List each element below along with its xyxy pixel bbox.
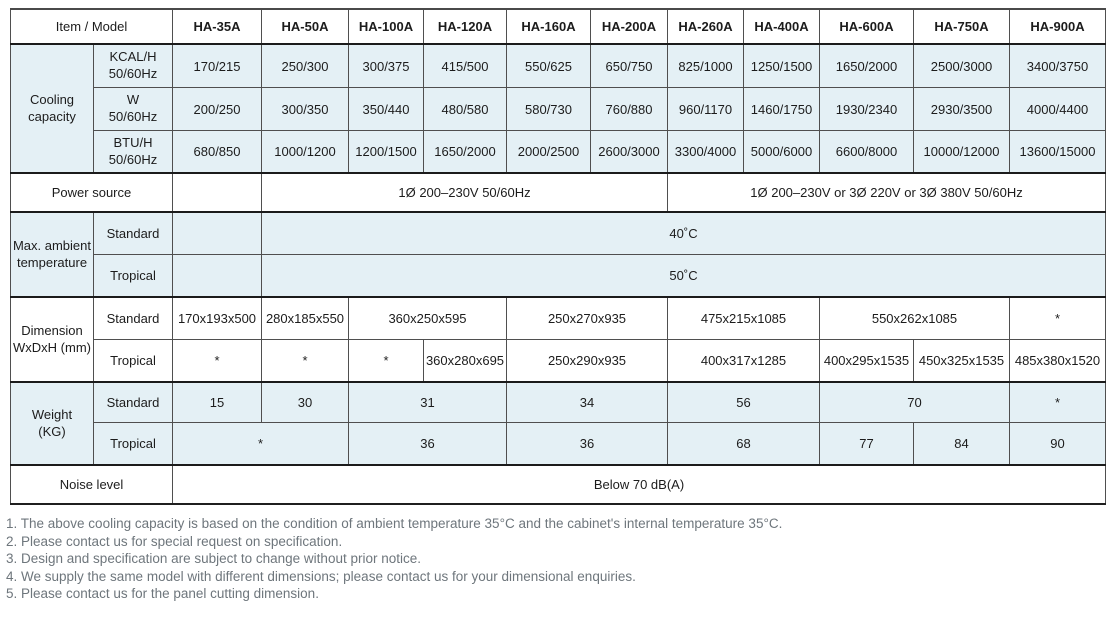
spec-cell: 400x317x1285 bbox=[668, 340, 820, 383]
spec-cell: 50˚C bbox=[262, 255, 1106, 298]
spec-cell: 1Ø 200–230V or 3Ø 220V or 3Ø 380V 50/60Hz bbox=[668, 173, 1106, 212]
spec-cell: 350/440 bbox=[349, 88, 424, 131]
row-ambient-standard bbox=[11, 212, 1106, 255]
spec-cell: 960/1170 bbox=[668, 88, 744, 131]
spec-cell: 650/750 bbox=[591, 44, 668, 88]
spec-cell: 90 bbox=[1010, 423, 1106, 466]
row-power-source bbox=[11, 173, 1106, 212]
spec-cell: 3300/4000 bbox=[668, 131, 744, 174]
footnote-line: 4. We supply the same model with different dimensions; please contact us for your dimensional enquiries. bbox=[6, 568, 636, 584]
row-dimension-standard bbox=[11, 297, 1106, 340]
row-weight-standard bbox=[11, 382, 1106, 423]
model-header-ha35a: HA-35A bbox=[173, 9, 262, 44]
spec-cell: 31 bbox=[349, 382, 507, 423]
spec-cell: 56 bbox=[668, 382, 820, 423]
spec-cell: 6600/8000 bbox=[820, 131, 914, 174]
row-cooling-kcal bbox=[11, 44, 1106, 88]
spec-cell: 1250/1500 bbox=[744, 44, 820, 88]
spec-cell: 15 bbox=[173, 382, 262, 423]
spec-cell: 3400/3750 bbox=[1010, 44, 1106, 88]
spec-cell: 36 bbox=[349, 423, 507, 466]
footnote-line: 5. Please contact us for the panel cutting dimension. bbox=[6, 586, 319, 601]
sublabel-btu: BTU/H 50/60Hz bbox=[94, 131, 173, 174]
spec-cell: 30 bbox=[262, 382, 349, 423]
spec-cell: 300/375 bbox=[349, 44, 424, 88]
spec-cell: 825/1000 bbox=[668, 44, 744, 88]
spec-cell: 300/350 bbox=[262, 88, 349, 131]
spec-cell: 36 bbox=[507, 423, 668, 466]
spec-cell: Below 70 dB(A) bbox=[173, 465, 1106, 504]
spec-cell: 4000/4400 bbox=[1010, 88, 1106, 131]
spec-cell: 1460/1750 bbox=[744, 88, 820, 131]
spec-cell: 360x280x695 bbox=[424, 340, 507, 383]
spec-cell: 1930/2340 bbox=[820, 88, 914, 131]
spec-cell: 550/625 bbox=[507, 44, 591, 88]
model-header-ha750a: HA-750A bbox=[914, 9, 1010, 44]
spec-cell: * bbox=[1010, 382, 1106, 423]
spec-cell-empty bbox=[173, 173, 262, 212]
spec-cell: 1Ø 200–230V 50/60Hz bbox=[262, 173, 668, 212]
corner-cell: Item / Model bbox=[11, 9, 173, 44]
model-header-ha50a: HA-50A bbox=[262, 9, 349, 44]
row-label-noise: Noise level bbox=[11, 465, 173, 504]
spec-cell-empty bbox=[173, 212, 262, 255]
sublabel-weight-tropical: Tropical bbox=[94, 423, 173, 466]
model-header-ha120a: HA-120A bbox=[424, 9, 507, 44]
spec-cell: 84 bbox=[914, 423, 1010, 466]
spec-cell: 1000/1200 bbox=[262, 131, 349, 174]
model-header-ha260a: HA-260A bbox=[668, 9, 744, 44]
spec-cell: 250x290x935 bbox=[507, 340, 668, 383]
footnote-line: 3. Design and specification are subject to change without prior notice. bbox=[6, 551, 421, 566]
spec-cell: * bbox=[349, 340, 424, 383]
spec-cell: 1200/1500 bbox=[349, 131, 424, 174]
spec-cell: 1650/2000 bbox=[820, 44, 914, 88]
spec-sheet-page bbox=[0, 8, 1116, 625]
row-weight-tropical bbox=[11, 423, 1106, 466]
row-cooling-btu bbox=[11, 131, 1106, 174]
row-label-weight: Weight (KG) bbox=[11, 382, 94, 465]
sublabel-weight-standard: Standard bbox=[94, 382, 173, 423]
sublabel-dimension-tropical: Tropical bbox=[94, 340, 173, 383]
spec-cell: 450x325x1535 bbox=[914, 340, 1010, 383]
spec-cell: 680/850 bbox=[173, 131, 262, 174]
spec-cell: 70 bbox=[820, 382, 1010, 423]
spec-cell: 170x193x500 bbox=[173, 297, 262, 340]
spec-cell: 34 bbox=[507, 382, 668, 423]
footnote-line: 2. Please contact us for special request on specification. bbox=[6, 533, 343, 549]
footnotes bbox=[6, 515, 1116, 603]
model-header-ha900a: HA-900A bbox=[1010, 9, 1106, 44]
spec-cell: 2930/3500 bbox=[914, 88, 1010, 131]
row-noise-level bbox=[11, 465, 1106, 504]
spec-cell: 2500/3000 bbox=[914, 44, 1010, 88]
spec-cell: 250/300 bbox=[262, 44, 349, 88]
spec-cell: 40˚C bbox=[262, 212, 1106, 255]
row-label-dimension: Dimension WxDxH (mm) bbox=[11, 297, 94, 382]
spec-cell: 280x185x550 bbox=[262, 297, 349, 340]
model-header-ha200a: HA-200A bbox=[591, 9, 668, 44]
row-label-ambient: Max. ambient temperature bbox=[11, 212, 94, 297]
row-dimension-tropical bbox=[11, 340, 1106, 383]
spec-cell: 760/880 bbox=[591, 88, 668, 131]
model-header-ha100a: HA-100A bbox=[349, 9, 424, 44]
sublabel-dimension-standard: Standard bbox=[94, 297, 173, 340]
model-header-ha160a: HA-160A bbox=[507, 9, 591, 44]
spec-cell: 360x250x595 bbox=[349, 297, 507, 340]
sublabel-w: W 50/60Hz bbox=[94, 88, 173, 131]
spec-cell: 475x215x1085 bbox=[668, 297, 820, 340]
model-header-ha400a: HA-400A bbox=[744, 9, 820, 44]
spec-cell: 68 bbox=[668, 423, 820, 466]
spec-cell: 1650/2000 bbox=[424, 131, 507, 174]
spec-cell: 2000/2500 bbox=[507, 131, 591, 174]
spec-cell: * bbox=[173, 423, 349, 466]
spec-cell: 200/250 bbox=[173, 88, 262, 131]
spec-cell: * bbox=[173, 340, 262, 383]
spec-cell: 77 bbox=[820, 423, 914, 466]
row-cooling-w bbox=[11, 88, 1106, 131]
spec-cell: 415/500 bbox=[424, 44, 507, 88]
footnote-line: 1. The above cooling capacity is based on the condition of ambient temperature 35°C and the cabinet's internal temperature 35°C. bbox=[6, 516, 783, 531]
spec-cell: 10000/12000 bbox=[914, 131, 1010, 174]
row-label-power: Power source bbox=[11, 173, 173, 212]
spec-cell: 485x380x1520 bbox=[1010, 340, 1106, 383]
spec-cell: 480/580 bbox=[424, 88, 507, 131]
spec-cell: 400x295x1535 bbox=[820, 340, 914, 383]
sublabel-kcal: KCAL/H 50/60Hz bbox=[94, 44, 173, 88]
spec-cell: 5000/6000 bbox=[744, 131, 820, 174]
row-ambient-tropical bbox=[11, 255, 1106, 298]
spec-cell: * bbox=[262, 340, 349, 383]
sublabel-ambient-tropical: Tropical bbox=[94, 255, 173, 298]
row-label-cooling: Cooling capacity bbox=[11, 44, 94, 173]
spec-cell: 2600/3000 bbox=[591, 131, 668, 174]
spec-cell: 170/215 bbox=[173, 44, 262, 88]
spec-cell: 550x262x1085 bbox=[820, 297, 1010, 340]
spec-cell: 580/730 bbox=[507, 88, 591, 131]
sublabel-ambient-standard: Standard bbox=[94, 212, 173, 255]
spec-cell: 13600/15000 bbox=[1010, 131, 1106, 174]
table-header-row bbox=[11, 9, 1106, 44]
spec-cell: * bbox=[1010, 297, 1106, 340]
spec-table bbox=[10, 8, 1106, 505]
model-header-ha600a: HA-600A bbox=[820, 9, 914, 44]
spec-cell-empty bbox=[173, 255, 262, 298]
spec-cell: 250x270x935 bbox=[507, 297, 668, 340]
